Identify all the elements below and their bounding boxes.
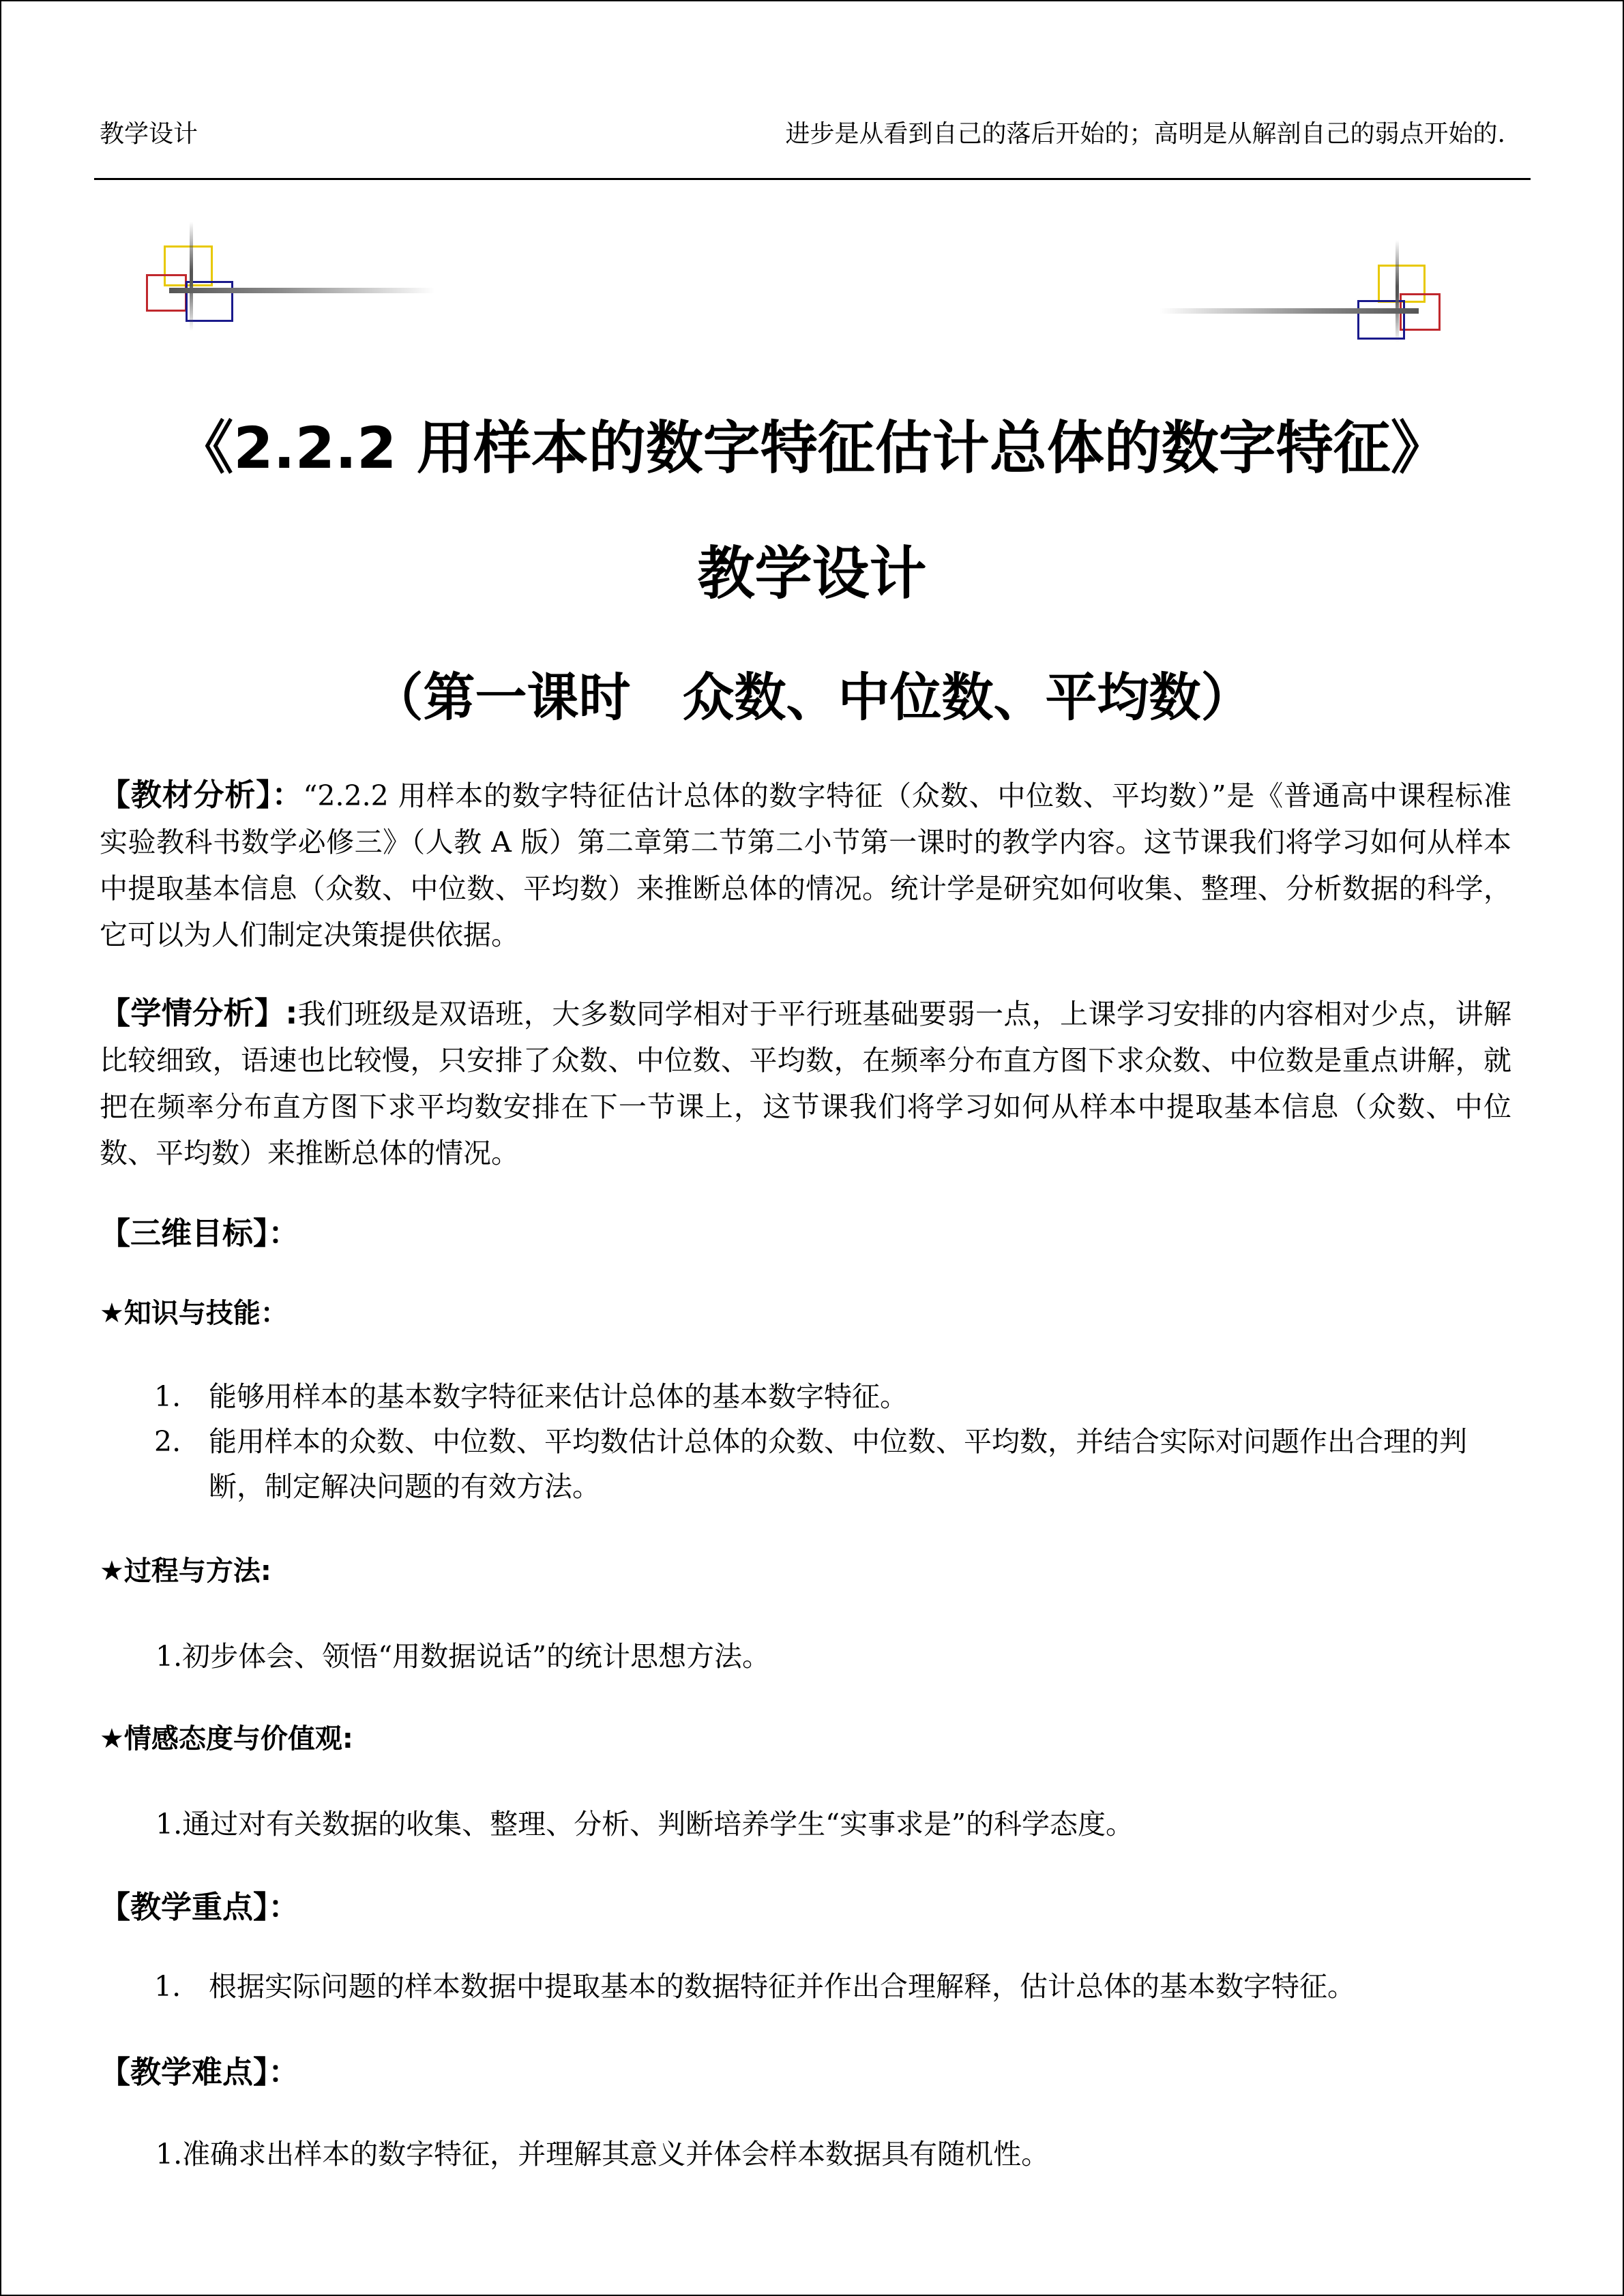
emotion-values-item: 1.通过对有关数据的收集、整理、分析、判断培养学生“实事求是”的科学态度。 [156,1808,1134,1840]
ornament-horizontal-line [1160,308,1419,314]
key-points-list [154,1964,1511,2009]
ornament-vertical-line [190,222,193,331]
list-item-number: 2. [154,1425,181,1458]
list-item-number: 1. [154,1970,181,2003]
list-item [154,1374,1511,1419]
list-item-text: 根据实际问题的样本数据中提取基本的数据特征并作出合理解释，估计总体的基本数字特征。 [209,1970,1355,2003]
student-analysis-label: 【学情分析】: [100,995,298,1031]
right-ornament [1160,239,1446,348]
textbook-analysis-label: 【教材分析】： [100,777,304,813]
left-ornament [136,218,437,334]
list-item-text: 能用样本的众数、中位数、平均数估计总体的众数、中位数、平均数，并结合实际对问题作出合理的判断，制定解决问题的有效方法。 [209,1425,1467,1503]
document-subtitle: 教学设计 [697,540,927,607]
process-methods-item: 1.初步体会、领悟“用数据说话”的统计思想方法。 [156,1640,771,1673]
document-title: 《2.2.2 用样本的数字特征估计总体的数字特征》 [176,415,1448,481]
list-item-text: 能够用样本的基本数字特征来估计总体的基本数字特征。 [209,1380,908,1413]
emotion-values-heading: ★情感态度与价值观: [100,1723,353,1755]
knowledge-skills-list [154,1374,1511,1509]
ornament-vertical-line [1396,240,1399,342]
ornament-horizontal-line [169,288,435,293]
header-rule [94,178,1531,180]
header-left-text: 教学设计 [100,120,198,148]
process-methods-heading: ★过程与方法: [100,1555,271,1587]
lesson-title: （第一课时 众数、中位数、平均数） [371,667,1253,728]
key-points-heading: 【教学重点】： [100,1889,299,1925]
textbook-analysis-text: “2.2.2 用样本的数字特征估计总体的数字特征（众数、中位数、平均数）”是《普通高中课程标准实验教科书数学必修三》（人教 A 版）第二章第二节第二小节第一课时的教学内容。这节课我们将学习如何从样本中提取基本信息（众数、中位数、平均数）来推断总体的情况。统计学是研究如何收集、整理、分析数据的科学，它可以为人们制定决策提供依据。 [100,779,1511,951]
student-analysis-section [100,990,1511,1176]
difficulties-item: 1.准确求出样本的数字特征，并理解其意义并体会样本数据具有随机性。 [156,2138,1050,2171]
knowledge-skills-heading: ★知识与技能： [100,1298,288,1329]
list-item [154,1419,1511,1509]
list-item [154,1964,1511,2009]
textbook-analysis-section [100,772,1511,958]
list-item-number: 1. [154,1380,181,1413]
goals-heading: 【三维目标】： [100,1215,299,1251]
difficulties-heading: 【教学难点】： [100,2054,299,2090]
header-motto: 进步是从看到自己的落后开始的；高明是从解剖自己的弱点开始的. [785,120,1505,148]
student-analysis-text: 我们班级是双语班，大多数同学相对于平行班基础要弱一点，上课学习安排的内容相对少点，讲解比较细致，语速也比较慢，只安排了众数、中位数、平均数，在频率分布直方图下求众数、中位数是重点讲解，就把在频率分布直方图下求平均数安排在下一节课上，这节课我们将学习如何从样本中提取基本信息（众数、中位数、平均数）来推断总体的情况。 [100,998,1511,1169]
